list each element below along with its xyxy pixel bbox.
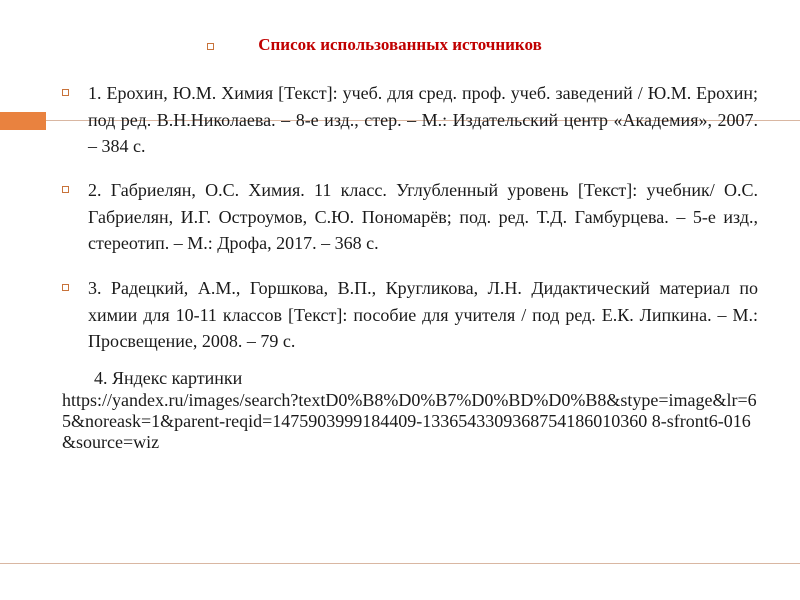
bottom-divider-line [0,563,800,564]
accent-bar [0,112,46,130]
reference-item-4-url[interactable]: https://yandex.ru/images/search?textD0%B8%D0%B7%D0%BD%D0%B8&stype=image&lr=65&noreask=1&parent-reqid=1475903999184409-1336543309368754186010360 8-sfront6-016&source=wiz [62,390,757,452]
slide-heading: Список использованных источников [258,35,542,54]
reference-item-4-label: 4. Яндекс картинки [94,368,243,388]
reference-item-1: 1. Ерохин, Ю.М. Химия [Текст]: учеб. для сред. проф. учеб. заведений / Ю.М. Ерохин; под ред. В.Н.Николаева. – 8-е изд., стер. – М.: Издательский центр «Академия», 2007. – 384 с. [88,83,758,156]
bullet-icon [62,284,69,291]
reference-item-3: 3. Радецкий, А.М., Горшкова, В.П., Кругликова, Л.Н. Дидактический материал по химии для 10-11 классов [Текст]: пособие для учителя / под ред. Е.К. Липкина. – М.: Просвещение, 2008. – 79 с. [88,278,758,351]
bullet-icon [62,186,69,193]
bullet-icon [62,89,69,96]
reference-item-2: 2. Габриелян, О.С. Химия. 11 класс. Углубленный уровень [Текст]: учебник/ О.С. Габриелян, И.Г. Остроумов, С.Ю. Пономарёв; под. ред. Т.Д. Гамбурцева. – 5-е изд., стереотип. – М.: Дрофа, 2017. – 368 с. [88,180,758,253]
